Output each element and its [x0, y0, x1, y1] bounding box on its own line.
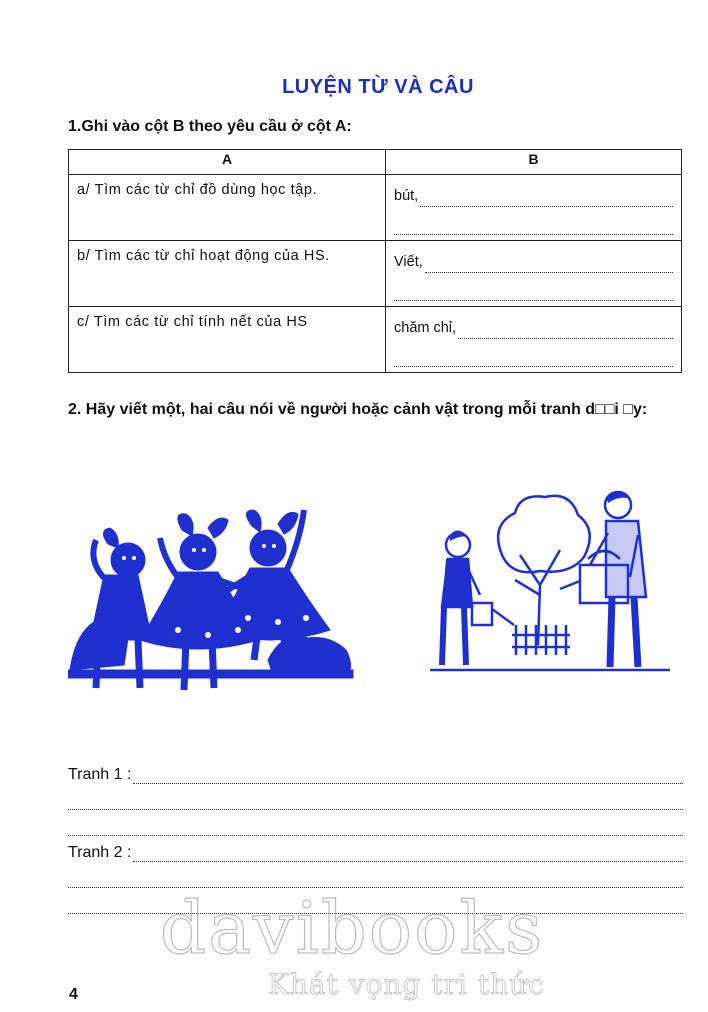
- row-b-cell[interactable]: [386, 307, 682, 373]
- exercise1-prompt: 1.Ghi vào cột B theo yêu cầu ở cột A:: [68, 118, 352, 135]
- answer-line[interactable]: [394, 220, 673, 235]
- row-b-cell[interactable]: [386, 241, 682, 307]
- watermark-brand: davibooks: [160, 886, 545, 970]
- page-number: 4: [69, 986, 78, 1003]
- row-b-example: Viết,: [394, 254, 423, 270]
- row-b-example: chăm chỉ,: [394, 320, 457, 336]
- dancing-children-illustration: [68, 490, 358, 700]
- answer-line[interactable]: [394, 286, 673, 301]
- answer-line[interactable]: [458, 324, 673, 339]
- page-title: LUYỆN TỪ VÀ CÂU: [282, 76, 474, 98]
- table-row: [69, 175, 682, 241]
- watering-tree-illustration: [420, 485, 675, 685]
- answer-line[interactable]: [420, 192, 673, 207]
- row-a-cell: a/ Tìm các từ chỉ đồ dùng học tập.: [69, 175, 386, 241]
- table-row: [69, 307, 682, 373]
- row-a-cell: b/ Tìm các từ chỉ hoạt động của HS.: [69, 241, 386, 307]
- answer-line[interactable]: [133, 771, 683, 784]
- row-b-example: bút,: [394, 188, 419, 204]
- row-b-cell[interactable]: [386, 175, 682, 241]
- tranh1-label: Tranh 1 :: [68, 766, 132, 783]
- answer-line[interactable]: [425, 258, 673, 273]
- answer-line[interactable]: [68, 823, 683, 836]
- answer-line[interactable]: [68, 797, 683, 810]
- exercise2-prompt: 2. Hãy viết một, hai câu nói về người hoặc cảnh vật trong mỗi tranh d□□i □y:: [68, 401, 648, 418]
- exercise1-table: [68, 149, 682, 373]
- answer-line[interactable]: [394, 352, 673, 367]
- tranh2-label: Tranh 2 :: [68, 844, 132, 861]
- watermark-slogan: Khát vọng tri thức: [268, 968, 545, 1001]
- column-b-header: B: [386, 150, 682, 175]
- answer-line[interactable]: [133, 849, 683, 862]
- table-row: [69, 241, 682, 307]
- column-a-header: A: [69, 150, 386, 175]
- row-a-cell: c/ Tìm các từ chỉ tính nết của HS: [69, 307, 386, 373]
